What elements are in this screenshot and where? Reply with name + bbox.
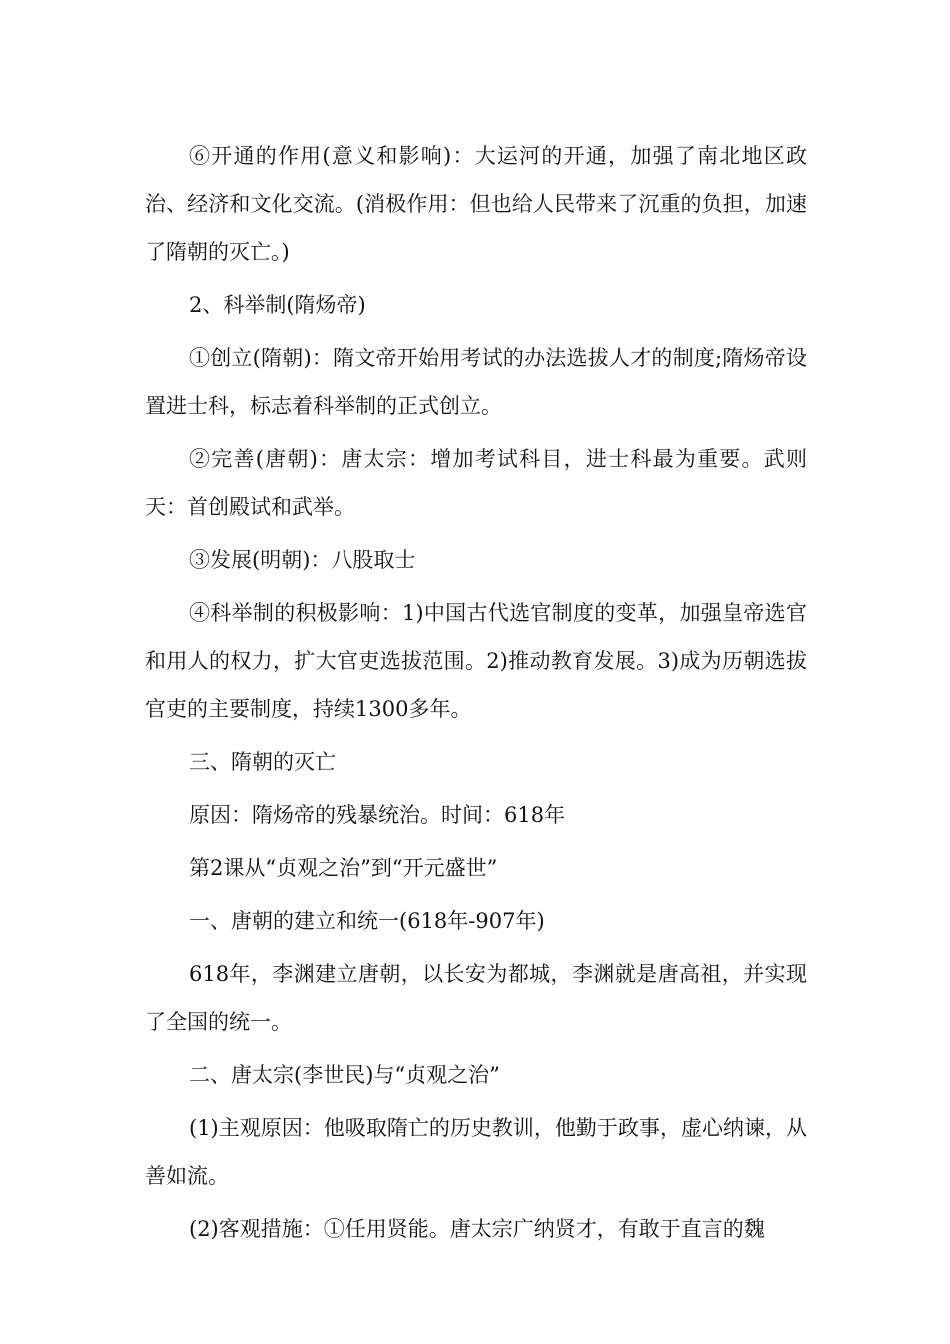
paragraph-exam-improvement: ②完善(唐朝)：唐太宗：增加考试科目，进士科最为重要。武则天：首创殿试和武举。 [145, 447, 807, 519]
paragraph-tang-founding: 618年，李渊建立唐朝，以长安为都城，李渊就是唐高祖，并实现了全国的统一。 [145, 962, 807, 1034]
heading-lesson-2: 第2课从“贞观之治”到“开元盛世” [189, 856, 498, 880]
paragraph-sui-fall-reason: 原因：隋炀帝的残暴统治。时间：618年 [189, 803, 566, 827]
paragraph-exam-influence: ④科举制的积极影响：1)中国古代选官制度的变革，加强皇帝选官和用人的权力，扩大官吏选拔范围。2)推动教育发展。3)成为历朝选拔官吏的主要制度，持续1300多年。 [145, 601, 807, 721]
document-body [145, 132, 807, 1258]
paragraph-objective-measures: (2)客观措施：①任用贤能。唐太宗广纳贤才，有敢于直言的魏 [189, 1217, 765, 1241]
paragraph-subjective-reason: (1)主观原因：他吸取隋亡的历史教训，他勤于政事，虚心纳谏，从善如流。 [145, 1116, 807, 1188]
heading-imperial-exam: 2、科举制(隋炀帝) [189, 293, 366, 317]
heading-sui-fall: 三、隋朝的灭亡 [189, 750, 336, 774]
heading-tang-founding: 一、唐朝的建立和统一(618年-907年) [189, 909, 545, 933]
paragraph-grand-canal-impact: ⑥开通的作用(意义和影响)：大运河的开通，加强了南北地区政治、经济和文化交流。(消极作用：但也给人民带来了沉重的负担，加速了隋朝的灭亡。) [145, 144, 807, 264]
paragraph-exam-development: ③发展(明朝)：八股取士 [189, 548, 416, 572]
paragraph-exam-founding: ①创立(隋朝)：隋文帝开始用考试的办法选拔人才的制度;隋炀帝设置进士科，标志着科举制的正式创立。 [145, 346, 807, 418]
heading-zhenguan: 二、唐太宗(李世民)与“贞观之治” [189, 1063, 500, 1087]
